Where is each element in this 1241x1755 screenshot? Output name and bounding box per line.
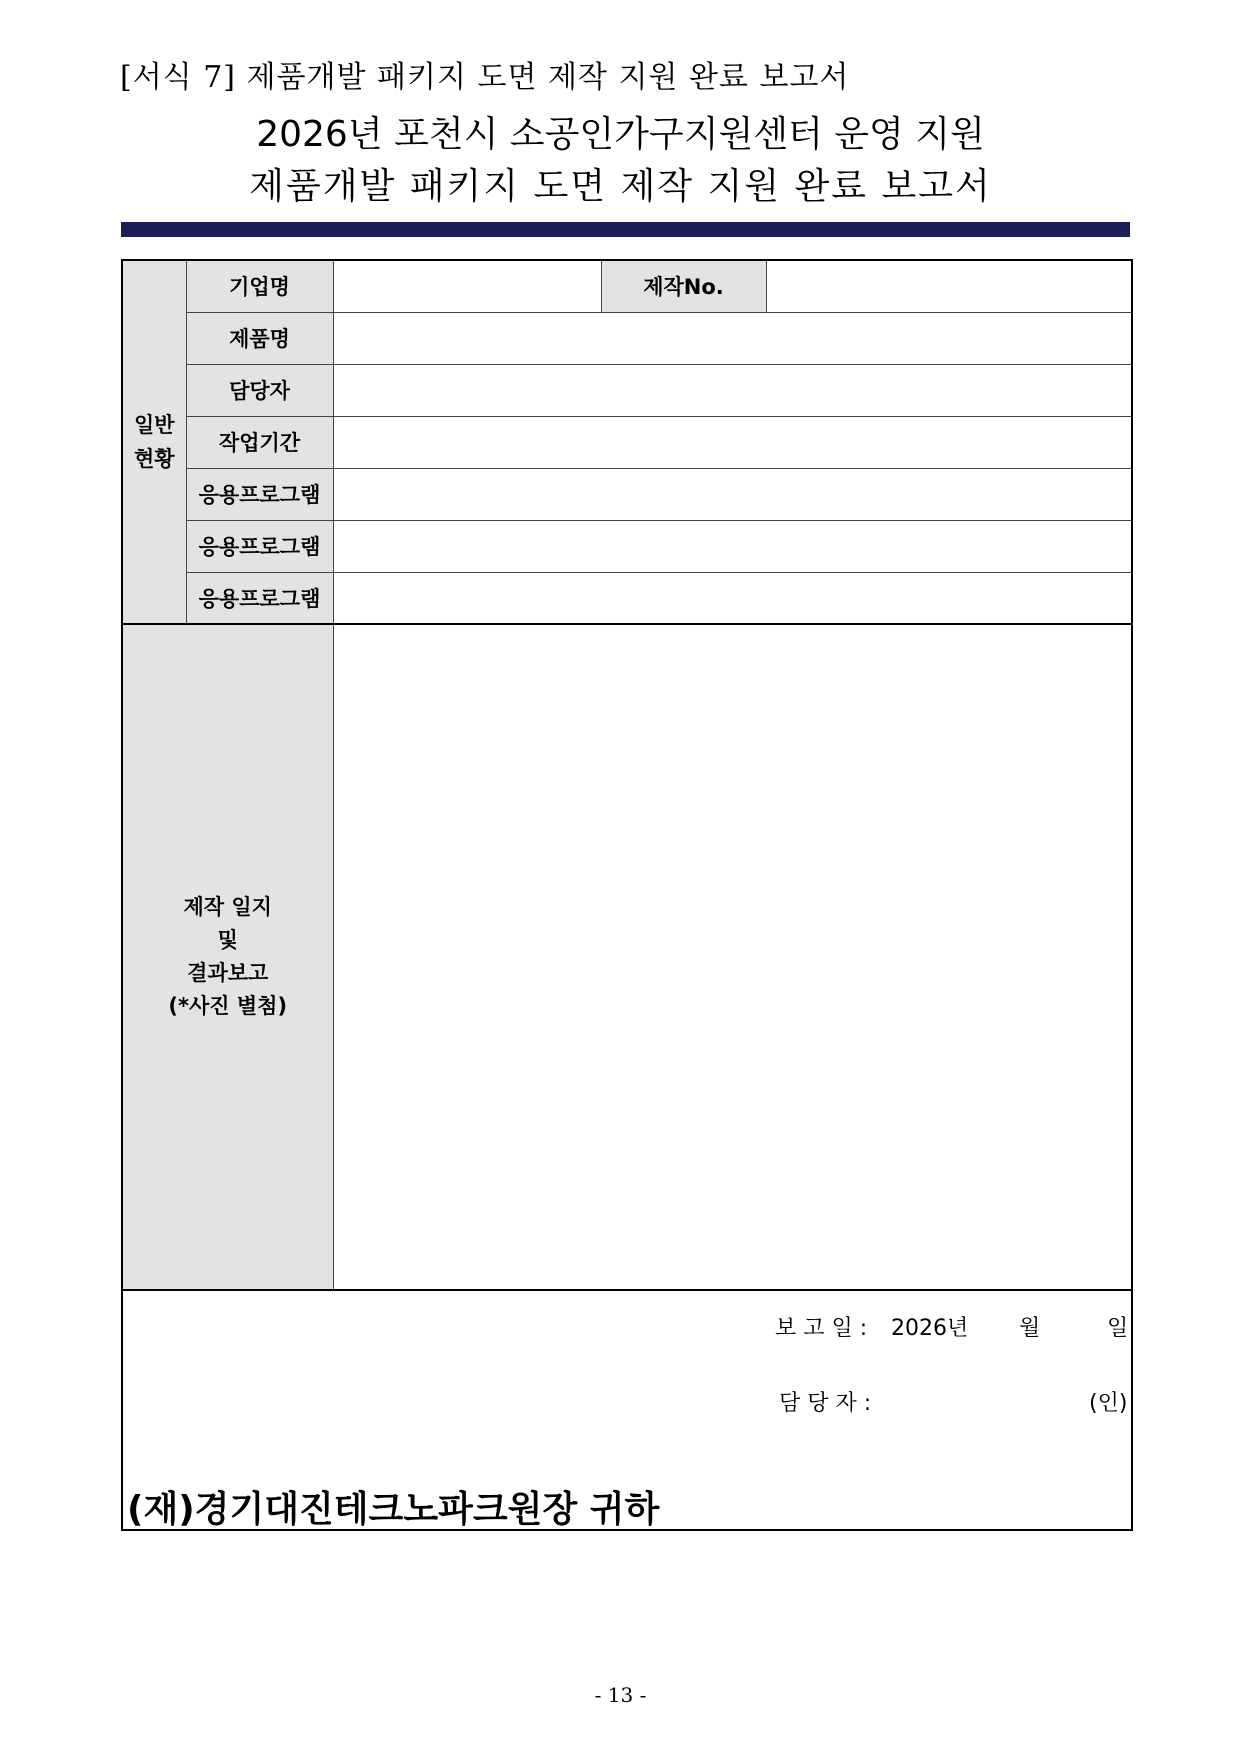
general-status-label-line-2: 현황 xyxy=(133,447,175,471)
page-number: - 13 - xyxy=(594,1683,647,1707)
company-name-label: 기업명 xyxy=(186,260,333,312)
application-row-3 xyxy=(122,572,1132,624)
work-period-field[interactable] xyxy=(333,416,1132,468)
product-row xyxy=(122,312,1132,364)
production-log-label-line-1: 제작 일지 xyxy=(183,895,272,919)
production-log-label-line-4: (*사진 별첨) xyxy=(168,994,288,1018)
signature-row xyxy=(122,1290,1132,1530)
application-row-2 xyxy=(122,520,1132,572)
application-label-1: 응용프로그램 xyxy=(186,468,333,520)
report-date-year[interactable]: 2026년 xyxy=(891,1316,969,1341)
application-label-3: 응용프로그램 xyxy=(186,572,333,624)
application-label-2: 응용프로그램 xyxy=(186,520,333,572)
company-name-field[interactable] xyxy=(333,260,601,312)
signature-section xyxy=(122,1290,1132,1530)
application-field-1[interactable] xyxy=(333,468,1132,520)
work-period-label: 작업기간 xyxy=(186,416,333,468)
production-no-field[interactable] xyxy=(766,260,1132,312)
manager-label: 담당자 xyxy=(186,364,333,416)
production-log-row xyxy=(122,624,1132,1290)
general-status-label xyxy=(122,260,186,624)
report-date-label: 보 고 일 : xyxy=(775,1316,868,1341)
report-form-table xyxy=(121,259,1133,1531)
manager-field[interactable] xyxy=(333,364,1132,416)
signature-manager-label: 담 당 자 : xyxy=(779,1391,872,1416)
work-period-row xyxy=(122,416,1132,468)
production-no-label: 제작No. xyxy=(601,260,766,312)
production-log-field[interactable] xyxy=(333,624,1132,1290)
report-date-month[interactable]: 월 xyxy=(1019,1316,1041,1341)
production-log-label-line-2: 및 xyxy=(217,928,238,952)
seal-mark[interactable]: (인) xyxy=(1089,1391,1128,1416)
document-title-line-1: 2026년 포천시 소공인가구지원센터 운영 지원 xyxy=(256,114,985,155)
addressee: (재)경기대진테크노파크원장 귀하 xyxy=(127,1489,660,1530)
document-title-line-2: 제품개발 패키지 도면 제작 지원 완료 보고서 xyxy=(249,166,992,207)
application-row-1 xyxy=(122,468,1132,520)
form-number-label: [서식 7] 제품개발 패키지 도면 제작 지원 완료 보고서 xyxy=(120,60,850,95)
application-field-2[interactable] xyxy=(333,520,1132,572)
company-row xyxy=(122,260,1132,312)
production-log-label-line-3: 결과보고 xyxy=(187,961,269,985)
manager-row xyxy=(122,364,1132,416)
report-date-day[interactable]: 일 xyxy=(1107,1316,1129,1341)
general-status-label-line-1: 일반 xyxy=(133,413,175,437)
application-field-3[interactable] xyxy=(333,572,1132,624)
product-name-field[interactable] xyxy=(333,312,1132,364)
title-divider-bar xyxy=(121,222,1130,237)
product-name-label: 제품명 xyxy=(186,312,333,364)
production-log-label xyxy=(122,624,333,1290)
